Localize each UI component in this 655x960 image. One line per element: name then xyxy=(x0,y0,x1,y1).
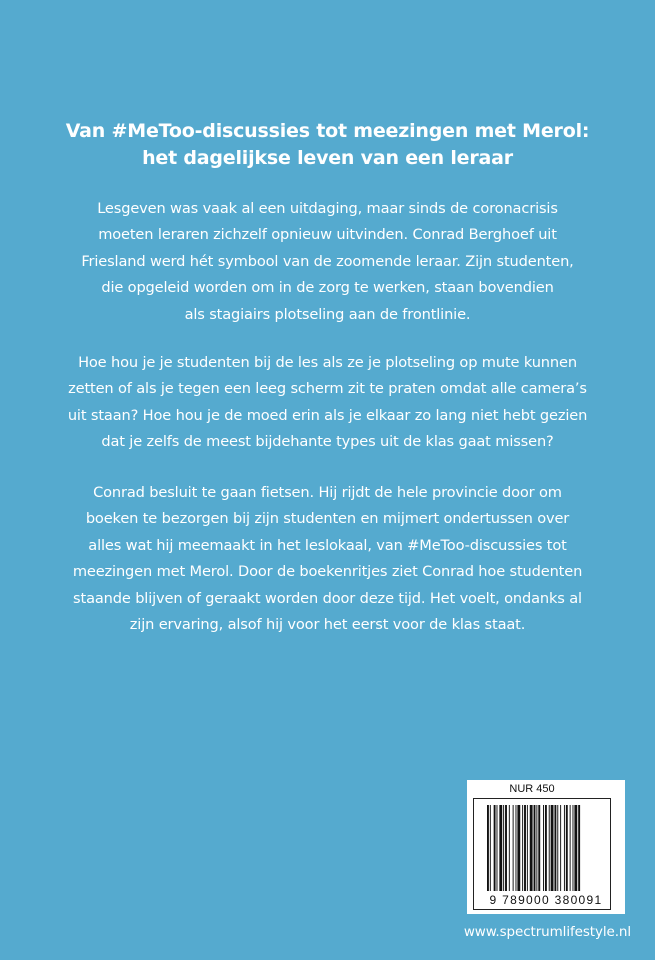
paragraph-line: als stagiairs plotseling aan de frontlinie. xyxy=(184,305,471,323)
nur-code: NUR 450 xyxy=(509,783,555,795)
paragraph-line: Lesgeven was vaak al een uitdaging, maar sinds de coronacrisis xyxy=(97,200,558,217)
paragraph-line: dat je zelfs de meest bijdehante types uit de klas gaat missen? xyxy=(101,433,554,451)
paragraph-line: zetten of als je tegen een leeg scherm zit te praten omdat alle camera’s xyxy=(68,380,587,398)
headline-line: het dagelijkse leven van een leraar xyxy=(142,147,513,169)
isbn-number: 9 789000 380091 xyxy=(489,893,603,907)
paragraph-line: zijn ervaring, alsof hij voor het eerst voor de klas staat. xyxy=(129,616,526,634)
isbn-barcode-panel xyxy=(467,780,625,914)
blurb-paragraph-2 xyxy=(60,350,595,456)
paragraph-line: Conrad besluit te gaan fietsen. Hij rijdt de hele provincie door om xyxy=(93,484,562,501)
headline-line: Van #MeToo-discussies tot meezingen met Merol: xyxy=(65,120,590,142)
headline xyxy=(40,118,615,172)
blurb-paragraph-1 xyxy=(60,196,595,328)
barcode-bars-icon xyxy=(487,805,601,893)
blurb-paragraph-3 xyxy=(60,480,595,638)
publisher-website: www.spectrumlifestyle.nl xyxy=(463,924,631,940)
paragraph-line: uit staan? Hoe hou je de moed erin als je elkaar zo lang niet hebt gezien xyxy=(67,406,588,424)
paragraph-line: Friesland werd hét symbool van de zoomende leraar. Zijn studenten, xyxy=(81,252,574,270)
paragraph-line: boeken te bezorgen bij zijn studenten en mijmert ondertussen over xyxy=(85,510,570,528)
paragraph-line: meezingen met Merol. Door de boekenritjes ziet Conrad hoe studenten xyxy=(72,563,583,581)
paragraph-line: moeten leraren zichzelf opnieuw uitvinden. Conrad Berghoef uit xyxy=(98,226,557,244)
paragraph-line: alles wat hij meemaakt in het leslokaal, van #MeToo-discussies tot xyxy=(88,536,567,554)
paragraph-line: Hoe hou je je studenten bij de les als ze je plotseling op mute kunnen xyxy=(78,354,577,371)
paragraph-line: die opgeleid worden om in de zorg te werken, staan bovendien xyxy=(101,279,554,297)
paragraph-line: staande blijven of geraakt worden door deze tijd. Het voelt, ondanks al xyxy=(73,589,582,607)
